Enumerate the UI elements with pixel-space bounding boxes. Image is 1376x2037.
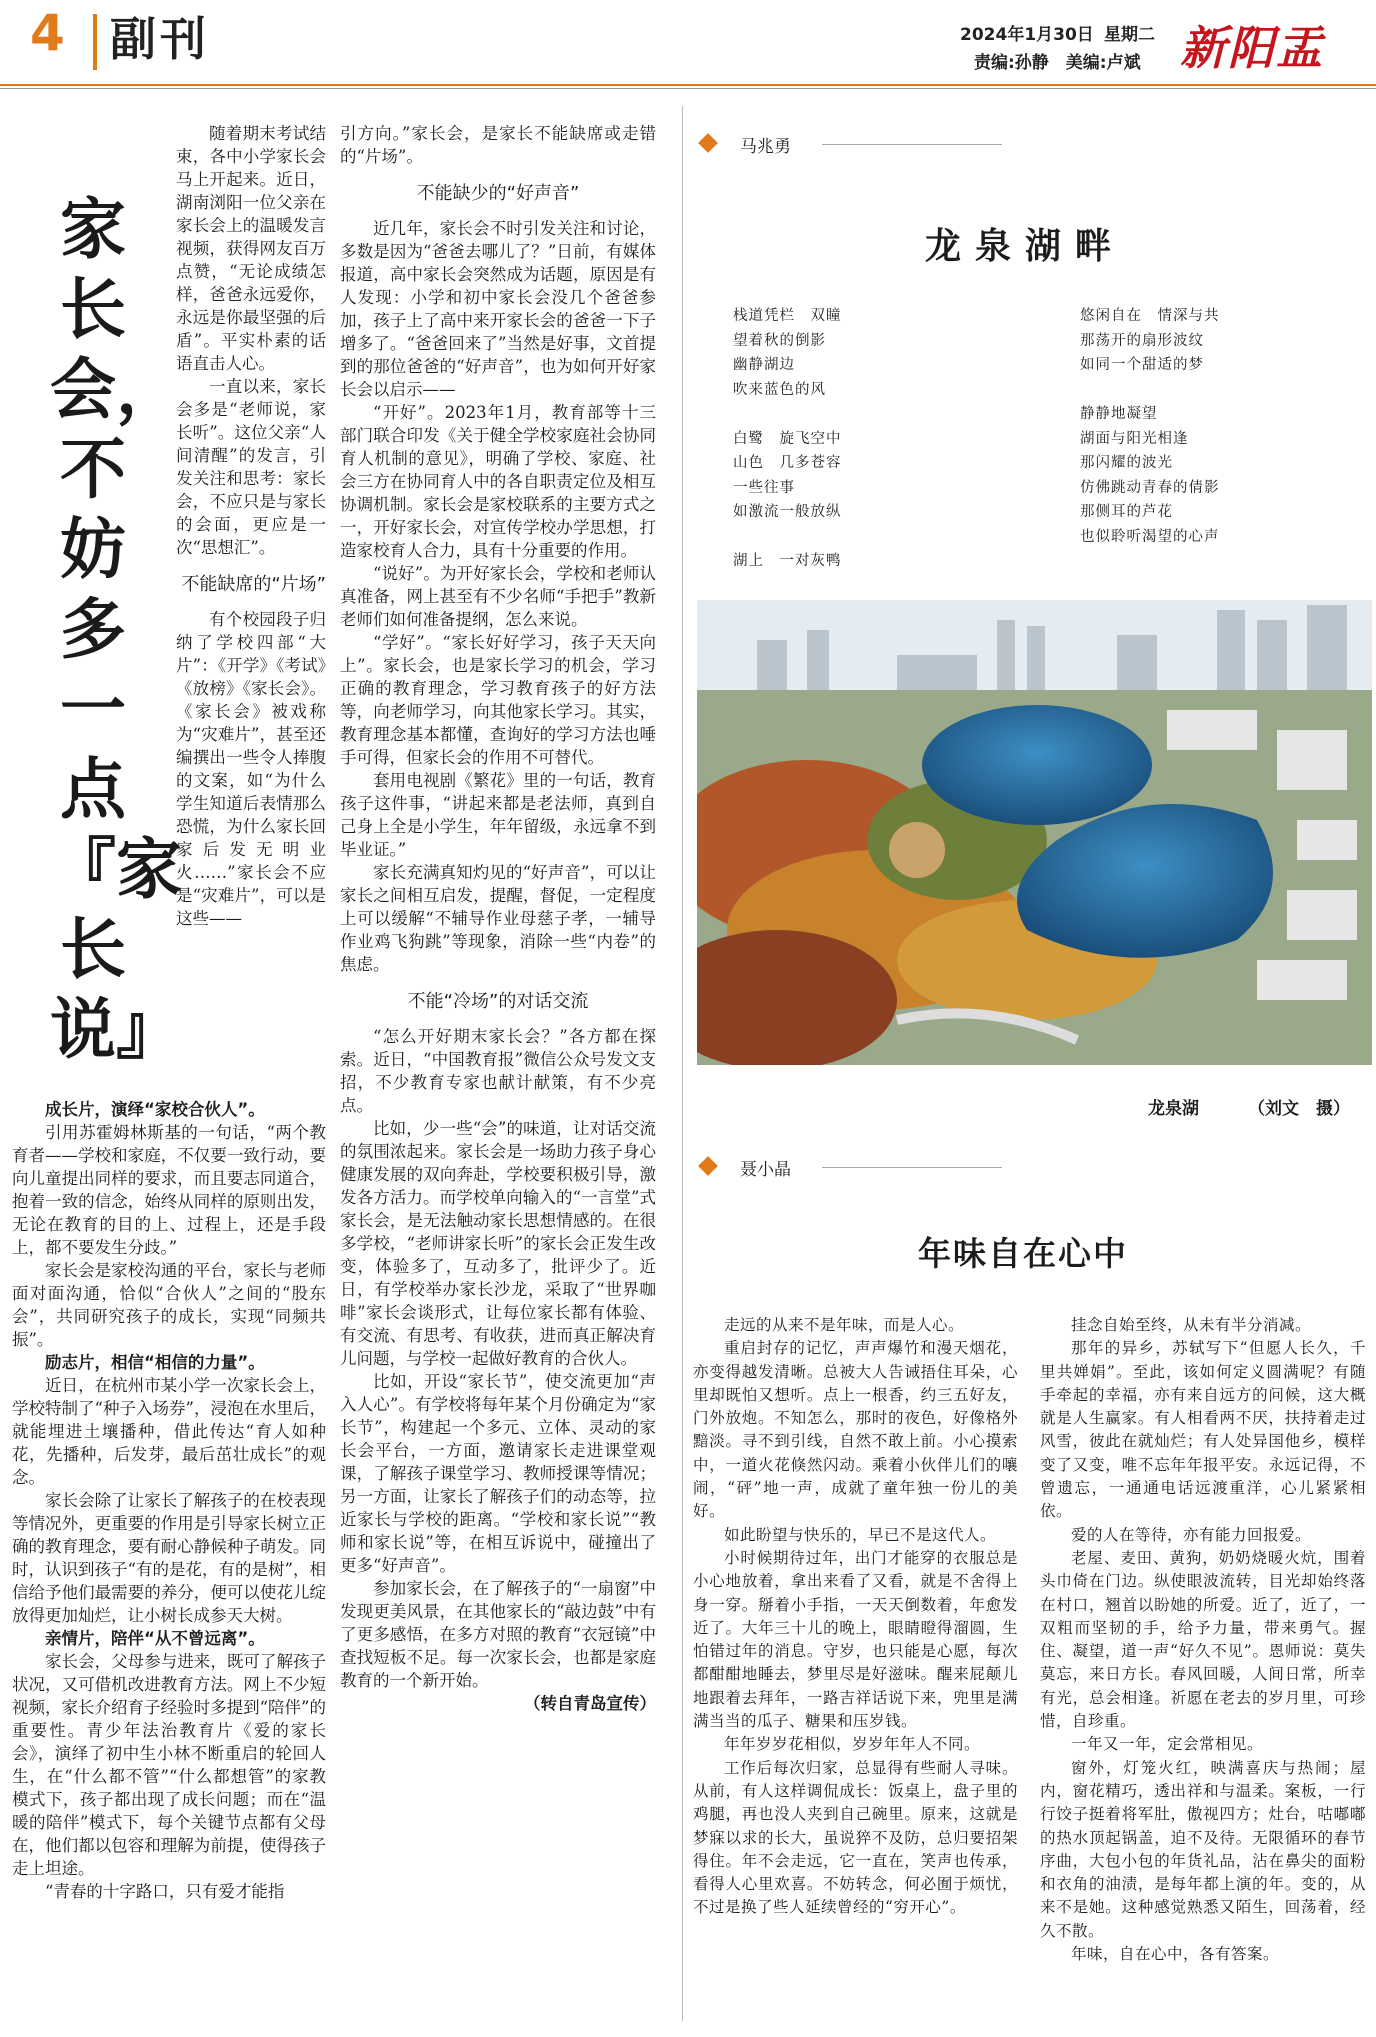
author-rule	[822, 144, 1002, 145]
paragraph: 比如，开设“家长节”，使交流更加“声入人心”。有学校将每年某个月份确定为“家长节”，构建起一个多元、立体、灵动的家长会平台，一方面，邀请家长走进课堂观课，了解孩子课堂学习、教师授课等情况；另一方面，让家长了解孩子们的动态等，拉近家长与学校的距离。“学校和家长说”“教师和家长说”等，在相互诉说中，碰撞出了更多“好声音”。	[340, 1372, 656, 1575]
header-divider	[93, 14, 97, 70]
poem-title: 龙泉湖畔	[924, 226, 1125, 267]
paragraph: 引用苏霍姆林斯基的一句话，“两个教育者——学校和家庭，不仅要一致行动，要向儿童提出同样的要求，而且要志同道合，抱着一致的信念，始终从同样的原则出发，无论在教育的目的上、过程上，还是手段上，都不要发生分歧。”	[12, 1123, 326, 1257]
poem-line: 那闪耀的波光	[1080, 455, 1173, 471]
paragraph: 套用电视剧《繁花》里的一句话，教育孩子这件事，“讲起来都是老法师，真到自己身上全是小学生，年年留级，永远拿不到毕业证。”	[340, 771, 656, 859]
lead-sentence: 亲情片，陪伴“从不曾远离”。	[45, 1629, 265, 1648]
photo-caption: 龙泉湖	[1148, 1099, 1199, 1119]
poem-stanza-b	[1080, 304, 1350, 549]
poem-line: 静静地凝望	[1080, 406, 1158, 422]
author-rule	[822, 1167, 1002, 1168]
paragraph: 参加家长会，在了解孩子的“一扇窗”中发现更美风景，在其他家长的“敲边鼓”中有了更多感悟，在多方对照的教育“衣冠镜”中查找短板不足。每一次家长会，也都是家庭教育的一个新开始。	[340, 1579, 656, 1690]
poem-line: 那荡开的扇形波纹	[1080, 332, 1204, 349]
poem-author: 马兆勇	[740, 137, 791, 157]
paragraph: 走远的从来不是年味，而是人心。	[724, 1316, 965, 1334]
subheading: 不能缺席的“片场”	[181, 574, 326, 595]
paragraph: 小时候期待过年，出门才能穿的衣服总是小心地放着，拿出来看了又看，就是不舍得上身一穿。掰着小手指，一天天倒数着，年愈发近了。大年三十儿的晚上，眼睛瞪得溜圆，生怕错过年的消息。守岁，也只能是心愿，每次都酣酣地睡去，梦里尽是好滋味。醒来屁颠儿地跟着去拜年，一路吉祥话说下来，兜里是满满当当的瓜子、糖果和压岁钱。	[693, 1548, 1018, 1731]
paragraph: “怎么开好期末家长会？”各方都在探索。近日，“中国教育报”微信公众号发文支招，不少教育专家也献计献策，有不少亮点。	[340, 1027, 656, 1115]
poem-line: 山色 几多苍容	[733, 455, 842, 471]
editors-line: 责编:孙静 美编:卢斌	[974, 53, 1141, 73]
subheading: 不能缺少的“好声音”	[416, 183, 580, 204]
paragraph: 家长会，父母参与进来，既可了解孩子状况，又可借机改进教育方法。网上不少短视频，家长介绍育子经验时多提到“陪伴”的重要性。青少年法治教育片《爱的家长会》，演绎了初中生小林不断重启的轮回人生，在“什么都不管”“什么都想管”的家教模式下，孩子都出现了成长问题；而在“温暖的陪伴”模式下，每个关键节点都有父母在，他们都以包容和理解为前提，使得孩子走上坦途。	[12, 1652, 326, 1878]
paragraph: 年年岁岁花相似，岁岁年年人不同。	[724, 1735, 981, 1754]
newspaper-logo: 新阳盂	[1180, 21, 1324, 75]
issue-date: 2024年1月30日	[960, 25, 1094, 45]
poem-line: 仿佛跳动青春的倩影	[1080, 479, 1220, 496]
paragraph: 近几年，家长会不时引发关注和讨论，多数是因为“爸爸去哪儿了？”日前，有媒体报道，高中家长会突然成为话题，原因是有人发现：小学和初中家长会没几个爸爸参加，孩子上了高中来开家长会的爸爸一下子增多了。“爸爸回来了”当然是好事，文首提到的那位爸爸的“好声音”，也为如何开好家长会以启示——	[340, 219, 656, 399]
poem-line: 湖面与阳光相逢	[1080, 430, 1189, 447]
paragraph: 如此盼望与快乐的，早已不是这代人。	[724, 1525, 997, 1544]
paragraph: 家长充满真知灼见的“好声音”，可以让家长之间相互启发，提醒，督促，一定程度上可以缓解“不辅导作业母慈子孝，一辅导作业鸡飞狗跳”等现象，消除一些“内卷”的焦虑。	[340, 863, 656, 974]
paragraph: 窗外，灯笼火红，映满喜庆与热闹；屋内，窗花精巧，透出祥和与温柔。案板，一行行饺子挺着将军肚，傲视四方；灶台，咕嘟嘟的热水顶起锅盖，迫不及待。无限循环的春节序曲，大包小包的年货礼品，沾在鼻尖的面粉和衣角的油渍，是每年都上演的年。变的，从来不是她。这种感觉熟悉又陌生，回荡着，经久不散。	[1040, 1758, 1366, 1940]
diamond-bullet-icon	[698, 1156, 718, 1176]
paragraph: 家长会除了让家长了解孩子的在校表现等情况外，更重要的作用是引导家长树立正确的教育理念，要有耐心静候种子萌发。同时，认识到孩子“有的是花，有的是树”，相信给予他们最需要的养分，便可以使花儿绽放得更加灿烂，让小树长成参天大树。	[12, 1491, 326, 1625]
issue-weekday: 星期二	[1104, 25, 1155, 45]
article-source: （转自青岛宣传）	[524, 1694, 656, 1713]
paragraph: 一年又一年，定会常相见。	[1071, 1735, 1264, 1754]
article-intro	[176, 122, 326, 930]
poem-line: 如同一个甜适的梦	[1080, 357, 1204, 373]
poem-line: 悠闲自在 情深与共	[1080, 308, 1220, 324]
paragraph: “开好”。2023年1月，教育部等十三部门联合印发《关于健全学校家庭社会协同育人机制的意见》，明确了学校、家庭、社会三方在协同育人中的各自职责定位及相互协调机制。家长会是家校联系的主要方式之一，开好家长会，对宣传学校办学思想，打造家校育人合力，具有十分重要的作用。	[340, 403, 656, 560]
poem-line: 湖上 一对灰鸭	[733, 553, 842, 569]
lead-sentence: 励志片，相信“相信的力量”。	[45, 1353, 265, 1372]
paragraph: “青春的十字路口，只有爱才能指	[45, 1882, 285, 1901]
poem-line: 栈道凭栏 双瞳	[733, 308, 842, 324]
poem-line: 也似聆听渴望的心声	[1080, 528, 1220, 545]
paragraph: “说好”。为开好家长会，学校和老师认真准备，网上甚至有不少名师“手把手”教新老师们如何准备提纲，怎么来说。	[340, 564, 656, 629]
poem-line: 幽静湖边	[733, 357, 795, 373]
poem-line: 吹来蓝色的风	[733, 381, 826, 398]
photo-credit: （刘文 摄）	[1248, 1099, 1350, 1119]
poem-line	[1080, 378, 1350, 403]
lake-photo	[697, 600, 1372, 1065]
poem-stanza-a	[733, 304, 993, 574]
column-divider	[682, 106, 683, 2021]
article-column-1-lower	[12, 1098, 326, 1903]
poem-line: 望着秋的倒影	[733, 332, 826, 349]
paragraph: 重启封存的记忆，声声爆竹和漫天烟花，亦变得越发清晰。总被大人告诫捂住耳朵，心里却既怕又想听。点上一根香，约三五好友，门外放炮。不知怎么，那时的夜色，好像格外黯淡。寻不到引线，自然不敢上前。小心摸索中，一道火花倏然闪动。乘着小伙伴儿们的嚷闹，“砰”地一声，成就了童年独一份儿的美好。	[693, 1339, 1018, 1521]
poem-line: 那侧耳的芦花	[1080, 504, 1173, 520]
paragraph: 工作后每次归家，总显得有些耐人寻味。从前，有人这样调侃成长：饭桌上，盘子里的鸡腿，再也没人夹到自己碗里。原来，这就是梦寐以求的长大，虽说猝不及防，总归要招架得住。年不会走远，它一直在，笑声也传承，看得人心里欢喜。不妨转念，何必囿于烦忧，不过是换了些人延续曾经的“穷开心”。	[693, 1758, 1018, 1917]
article-headline: 家长会，不妨多一点『家长说』	[50, 191, 182, 1068]
paragraph: 年味，自在心中，各有答案。	[1071, 1945, 1280, 1964]
header-rule	[0, 84, 1376, 86]
diamond-bullet-icon	[698, 133, 718, 153]
essay-column-2	[1040, 1314, 1366, 1966]
essay-column-1	[693, 1314, 1018, 1920]
subheading: 不能“冷场”的对话交流	[407, 991, 589, 1012]
poem-line	[733, 525, 993, 550]
page-number: 4	[30, 4, 65, 62]
essay-author: 聂小晶	[740, 1160, 791, 1180]
poem-line: 白鹭 旋飞空中	[733, 430, 842, 447]
paragraph: 那年的异乡，苏轼写下“但愿人长久，千里共婵娟”。至此，该如何定义圆满呢？有随手牵起的幸福，亦有来自远方的问候，这大概就是人生赢家。有人相看两不厌，扶持着走过风雪，彼此在就灿烂；有人处异国他乡，模样变了又变，唯不忘年年报平安。永远记得，不曾遗忘，一通通电话远渡重洋，心儿紧紧相依。	[1040, 1339, 1366, 1521]
article-column-2	[340, 122, 656, 1715]
paragraph: 比如，少一些“会”的味道，让对话交流的氛围浓起来。家长会是一场助力孩子身心健康发展的双向奔赴，学校要积极引导，激发各方活力。而学校单向输入的“一言堂”式家长会，是无法触动家长思想情感的。在很多学校，“老师讲家长听”的家长会正发生改变，体验多了，互动多了，批评少了。近日，有学校举办家长沙龙，采取了“世界咖啡”家长会谈形式，让每位家长都有体验、有交流、有思考、有收获，进而真正解决育儿问题，与学校一起做好教育的合伙人。	[340, 1119, 656, 1368]
poem-line: 如激流一般放纵	[733, 504, 842, 520]
paragraph: 家长会是家校沟通的平台，家长与老师面对面沟通，恰似“合伙人”之间的“股东会”，共同研究孩子的成长，实现“同频共振”。	[12, 1261, 326, 1349]
section-title: 副刊	[110, 12, 210, 66]
paragraph: 引方向。”家长会，是家长不能缺席或走错的“片场”。	[340, 124, 656, 166]
lead-sentence: 成长片，演绎“家校合伙人”。	[45, 1100, 265, 1119]
paragraph: 一直以来，家长会多是“老师说，家长听”。这位父亲“人间清醒”的发言，引发关注和思考：家长会，不应只是与家长的会面，更应是一次“思想汇”。	[176, 377, 326, 557]
essay-title: 年味自在心中	[918, 1234, 1128, 1273]
header-rule-thin	[0, 88, 1376, 89]
paragraph: 爱的人在等待，亦有能力回报爱。	[1071, 1525, 1312, 1544]
paragraph: 近日，在杭州市某小学一次家长会上，学校特制了“种子入场券”，浸泡在水里后，就能埋进土壤播种，借此传达“育人如种花，先播种，后发芽，最后茁壮成长”的观念。	[12, 1376, 326, 1487]
paragraph: 老屋、麦田、黄狗，奶奶烧暖火炕，围着头巾倚在门边。纵使眼波流转，目光却始终落在村口，翘首以盼她的所爱。近了，近了，一双粗而坚韧的手，给予力量，带来勇气。握住、凝望，道一声“好久不见”。恩师说：莫失莫忘，来日方长。春风回暖，人间日常，所幸有光，总会相逢。祈愿在老去的岁月里，可珍惜，自珍重。	[1040, 1548, 1366, 1731]
poem-line: 一些往事	[733, 479, 795, 496]
paragraph: 有个校园段子归纳了学校四部“大片”：《开学》《考试》《放榜》《家长会》。《家长会》被戏称为“灾难片”，甚至还编撰出一些令人捧腹的文案，如“为什么学生知道后表情那么恐慌，为什么家长回家后发无明业火……”家长会不应是“灾难片”，可以是这些——	[176, 610, 326, 928]
poem-line	[733, 402, 993, 427]
paragraph: 挂念自始至终，从未有半分消减。	[1071, 1316, 1312, 1334]
paragraph: “学好”。“家长好好学习，孩子天天向上”。家长会，也是家长学习的机会，学习正确的教育理念，学习教育孩子的好方法等，向老师学习，向其他家长学习。其实，教育理念基本都懂，查询好的学习方法也唾手可得，但家长会的作用不可替代。	[340, 633, 656, 767]
aerial-lake-illustration	[697, 600, 1372, 1065]
paragraph: 随着期末考试结束，各中小学家长会马上开起来。近日，湖南浏阳一位父亲在家长会上的温暖发言视频，获得网友百万点赞，“无论成绩怎样，爸爸永远爱你，永远是你最坚强的后盾”。平实朴素的话语直击人心。	[176, 124, 326, 373]
